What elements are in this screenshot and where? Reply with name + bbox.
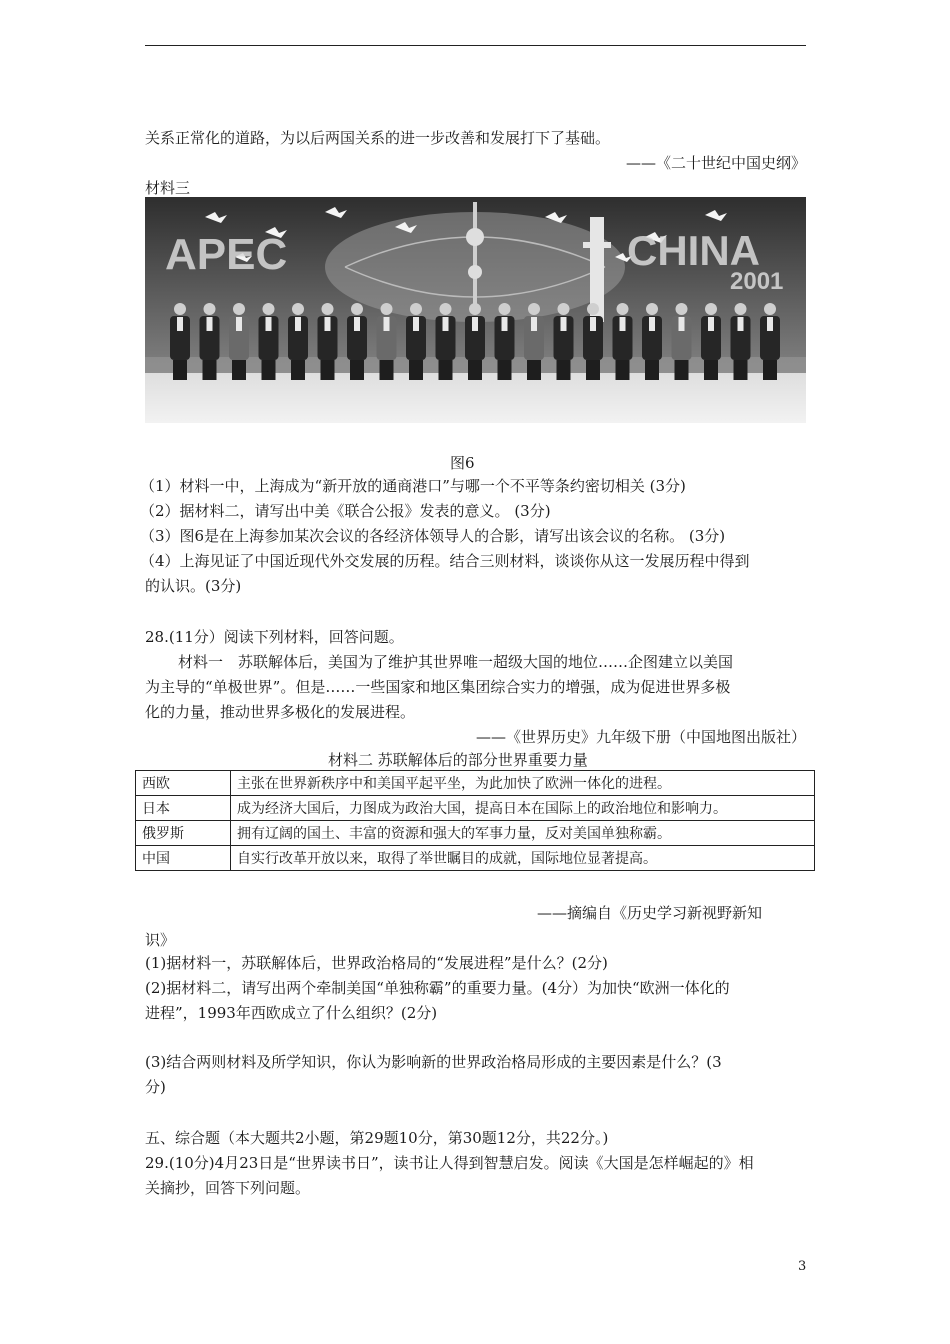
material3-label: 材料三: [145, 179, 191, 197]
force-description: 自实行改革开放以来，取得了举世瞩目的成就，国际地位显著提高。: [231, 846, 815, 871]
q27-question-4: （4）上海见证了中国近现代外交发展的历程。结合三则材料，谈谈你从这一发展历程中得到: [140, 552, 750, 570]
q29-line2: 关摘抄，回答下列问题。: [145, 1179, 311, 1197]
q28-question-2-cont: 进程”，1993年西欧成立了什么组织？(2分): [145, 1004, 438, 1022]
q28-material2-source-cont: 识》: [145, 931, 176, 949]
material1-tail-text: 关系正常化的道路，为以后两国关系的进一步改善和发展打下了基础。: [145, 129, 611, 147]
force-name: 中国: [136, 846, 231, 871]
q28-question-3-cont: 分): [145, 1078, 166, 1096]
q28-question-3: (3)结合两则材料及所学知识，你认为影响新的世界政治格局形成的主要因素是什么？(3: [145, 1053, 722, 1071]
q28-material1-line2: 为主导的“单极世界”。但是……一些国家和地区集团综合实力的增强，成为促进世界多极: [145, 678, 731, 696]
table-row: [136, 846, 815, 871]
figure-caption: 图6: [450, 454, 475, 472]
header-rule: [145, 45, 806, 46]
q28-material1-source: ——《世界历史》九年级下册（中国地图出版社）: [475, 728, 806, 746]
q28-material1-line3: 化的力量，推动世界多极化的发展进程。: [145, 703, 416, 721]
q28-material2-source: ——摘编自《历史学习新视野新知: [537, 904, 763, 922]
force-description: 主张在世界新秩序中和美国平起平坐，为此加快了欧洲一体化的进程。: [231, 771, 815, 796]
material1-source: ——《二十世纪中国史纲》: [625, 154, 806, 172]
q28-material2-title: 材料二 苏联解体后的部分世界重要力量: [328, 751, 588, 769]
table-row: [136, 796, 815, 821]
photo-text-year: 2001: [730, 268, 784, 295]
q28-material1-line1: 材料一 苏联解体后，美国为了维护其世界唯一超级大国的地位……企图建立以美国: [178, 653, 734, 671]
q27-question-2: （2）据材料二，请写出中美《联合公报》发表的意义。 (3分): [140, 502, 551, 520]
q28-question-2: (2)据材料二，请写出两个牵制美国“单独称霸”的重要力量。(4分）为加快“欧洲一体化的: [145, 979, 730, 997]
photo-text-apec: APEC: [165, 230, 288, 279]
world-forces-table: [135, 770, 815, 871]
q28-title: 28.(11分）阅读下列材料，回答问题。: [145, 628, 404, 646]
photo-text-china: CHINA: [627, 227, 760, 274]
q27-question-3: （3）图6是在上海参加某次会议的各经济体领导人的合影，请写出该会议的名称。 (3分): [140, 527, 726, 545]
q27-question-4-cont: 的认识。(3分): [145, 577, 242, 595]
force-name: 俄罗斯: [136, 821, 231, 846]
force-description: 成为经济大国后，力图成为政治大国，提高日本在国际上的政治地位和影响力。: [231, 796, 815, 821]
force-name: 西欧: [136, 771, 231, 796]
table-row: [136, 771, 815, 796]
q29-line1: 29.(10分)4月23日是“世界读书日”，读书让人得到智慧启发。阅读《大国是怎样崛起的》相: [145, 1154, 754, 1172]
table-row: [136, 821, 815, 846]
section5-title: 五、综合题（本大题共2小题，第29题10分，第30题12分，共22分。): [145, 1129, 609, 1147]
force-name: 日本: [136, 796, 231, 821]
force-description: 拥有辽阔的国土、丰富的资源和强大的军事力量，反对美国单独称霸。: [231, 821, 815, 846]
q28-question-1: (1)据材料一，苏联解体后，世界政治格局的“发展进程”是什么？(2分): [145, 954, 608, 972]
apec-group-photo: [145, 197, 806, 423]
page-number: 3: [798, 1259, 807, 1274]
q27-question-1: （1）材料一中，上海成为“新开放的通商港口”与哪一个不平等条约密切相关 (3分): [140, 477, 686, 495]
